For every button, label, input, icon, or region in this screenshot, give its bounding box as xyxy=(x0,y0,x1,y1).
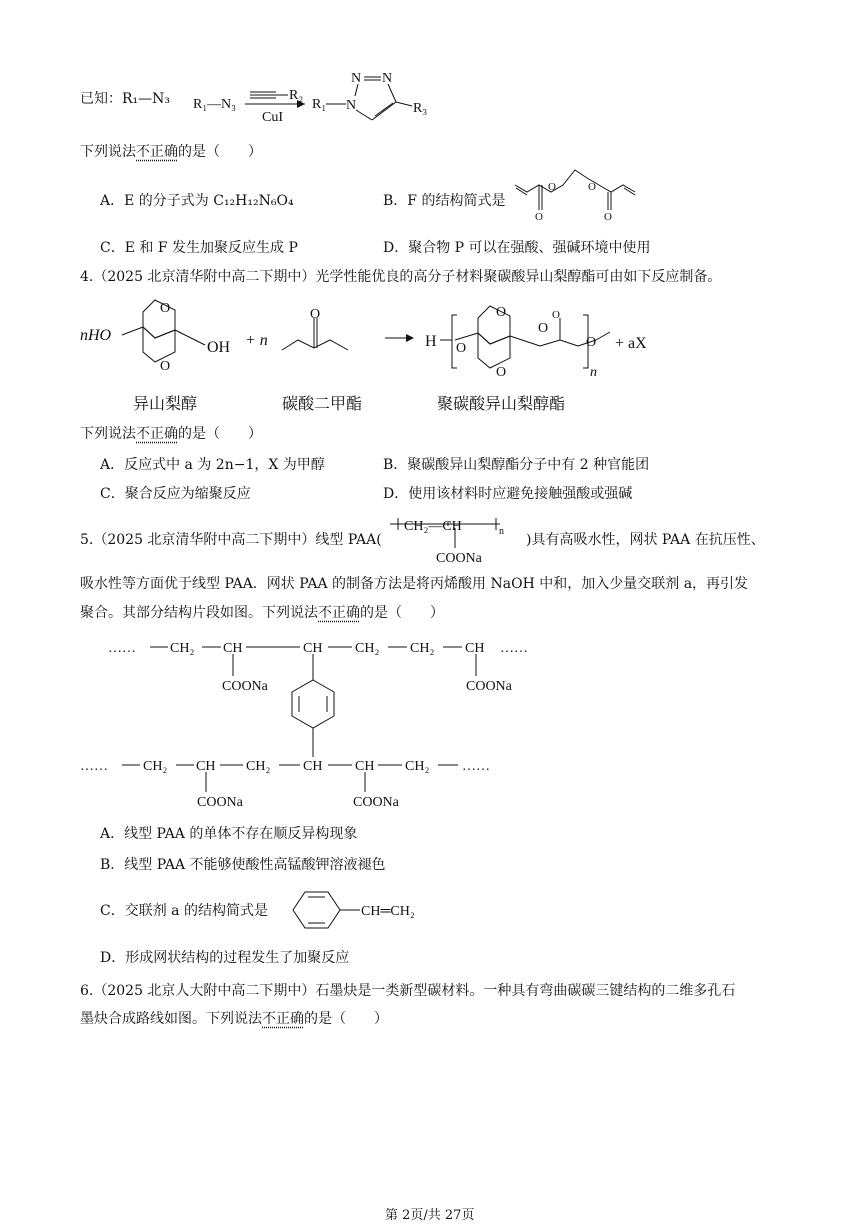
q5-stem-b: )具有高吸水性，网状 PAA 在抗压性、 xyxy=(526,532,765,548)
f-o1: O xyxy=(535,211,543,223)
q4-dmc-o: O xyxy=(310,307,321,322)
network-paa-structure xyxy=(80,641,528,810)
known-label: 已知：R₁—N₃ xyxy=(80,91,171,107)
q4-poly-o4: O xyxy=(538,321,549,336)
q4-option-a[interactable]: A．反应式中 a 为 2n−1，X 为甲醇 xyxy=(100,457,325,473)
bottom-ch2-2: CH₂ xyxy=(246,759,271,774)
q4-poly-o6: O xyxy=(586,335,597,350)
top-ch2-3: CH₂ xyxy=(410,641,435,656)
paa-bottom: COONa xyxy=(436,551,482,566)
bottom-dots-left: …… xyxy=(80,759,108,774)
known-catalyst: CuI xyxy=(262,110,283,125)
known-r3: R₃ xyxy=(413,101,428,116)
q4-name-isosorbide: 异山梨醇 xyxy=(133,394,198,413)
f-o3: O xyxy=(548,181,556,193)
bottom-ch2-1: CH₂ xyxy=(143,759,168,774)
q4-name-dmc: 碳酸二甲酯 xyxy=(282,394,363,413)
bottom-ch-2: CH xyxy=(303,759,323,774)
known-reaction-scheme xyxy=(193,71,427,125)
q3-option-a[interactable]: A．E 的分子式为 C₁₂H₁₂N₆O₄ xyxy=(100,193,294,209)
benzene-ring-drawing xyxy=(293,892,360,928)
q4-reaction-scheme xyxy=(80,300,647,380)
top-ch-3: CH xyxy=(465,641,485,656)
top-coona-2: COONa xyxy=(466,679,512,694)
q3-option-c[interactable]: C．E 和 F 发生加聚反应生成 P xyxy=(100,240,298,256)
q5-stem-a: 5.（2025 北京清华附中高二下期中）线型 PAA( xyxy=(80,532,382,548)
f-structure-drawing xyxy=(515,170,635,210)
top-ch-1: CH xyxy=(223,641,243,656)
top-dots-right: …… xyxy=(500,641,528,656)
q4-stem2-emphasis: 不正确 xyxy=(136,426,178,442)
q5-option-c[interactable]: C．交联剂 a 的结构简式是 xyxy=(100,903,268,919)
q4-option-b[interactable]: B．聚碳酸异山梨醇酯分子中有 2 种官能团 xyxy=(383,457,650,473)
q4-ring-o2: O xyxy=(160,359,171,374)
q3-option-d[interactable]: D．聚合物 P 可以在强酸、强碱环境中使用 xyxy=(383,240,651,256)
page-footer: 第 2页/共 27页 xyxy=(385,1208,475,1223)
q5-line3: 聚合。其部分结构片段如图。下列说法不正确的是（ ） xyxy=(80,605,444,621)
top-ch-2: CH xyxy=(303,641,323,656)
q4-h: H xyxy=(425,333,437,350)
q5-option-d[interactable]: D．形成网状结构的过程发生了加聚反应 xyxy=(100,950,350,966)
q4-ring-o1: O xyxy=(160,301,171,316)
top-ch2-1: CH₂ xyxy=(170,641,195,656)
q4-nho: nHO xyxy=(80,327,112,344)
q5-option-b[interactable]: B．线型 PAA 不能够使酸性高锰酸钾溶液褪色 xyxy=(100,857,386,873)
known-r2: R₂ xyxy=(289,88,304,103)
q6-line2: 墨炔合成路线如图。下列说法不正确的是（ ） xyxy=(80,1011,388,1027)
known-r1: R₁ xyxy=(193,97,208,112)
q5-line3-emphasis: 不正确 xyxy=(318,605,360,621)
q6-stem: 6.（2025 北京人大附中高二下期中）石墨炔是一类新型碳材料。一种具有弯曲碳碳三键结构的二维多孔石 xyxy=(80,983,736,999)
bottom-ch-1: CH xyxy=(196,759,216,774)
known-r1n3: R₁—N₃ xyxy=(122,91,171,107)
top-coona-1: COONa xyxy=(222,679,268,694)
triazole-n2: N xyxy=(351,71,362,86)
styrene-vinyl: CH═CH₂ xyxy=(361,904,415,919)
top-dots-left: …… xyxy=(108,641,136,656)
bottom-ch2-3: CH₂ xyxy=(405,759,430,774)
f-o4: O xyxy=(588,181,596,193)
q4-poly-o2: O xyxy=(496,305,507,320)
q4-option-d[interactable]: D．使用该材料时应避免接触强酸或强碱 xyxy=(383,486,633,502)
bottom-coona-1: COONa xyxy=(197,795,243,810)
q6-line2-emphasis: 不正确 xyxy=(262,1011,304,1027)
q3-option-b[interactable]: B．F 的结构简式是 xyxy=(383,193,506,209)
bottom-coona-2: COONa xyxy=(353,795,399,810)
q3-stem-emphasis: 不正确 xyxy=(136,144,178,160)
bottom-ch-3: CH xyxy=(355,759,375,774)
f-o2: O xyxy=(604,211,612,223)
bottom-dots-right: …… xyxy=(462,759,490,774)
q5-option-a[interactable]: A．线型 PAA 的单体不存在顺反异构现象 xyxy=(100,826,358,842)
known-n3: —N₃ xyxy=(207,97,236,112)
triazole-n3: N xyxy=(382,71,393,86)
triazole-n1: N xyxy=(346,98,357,113)
q4-stem: 4.（2025 北京清华附中高二下期中）光学性能优良的高分子材料聚碳酸异山梨醇酯可由如下反应制备。 xyxy=(80,269,722,285)
paa-n: n xyxy=(499,526,504,537)
q4-plus-n: + n xyxy=(245,332,268,349)
q4-poly-o5: O xyxy=(552,309,560,321)
known-r1-product: R₁ xyxy=(312,97,327,112)
q4-plus-ax: + aX xyxy=(615,335,647,352)
q4-oh: OH xyxy=(207,339,231,356)
q4-poly-n: n xyxy=(590,365,597,380)
q4-poly-o1: O xyxy=(456,341,467,356)
q5-line2: 吸水性等方面优于线型 PAA．网状 PAA 的制备方法是将丙烯酸用 NaOH 中和，加入少量交联剂 a，再引发 xyxy=(80,576,749,592)
q4-poly-o3: O xyxy=(496,365,507,380)
q4-stem2: 下列说法不正确的是（ ） xyxy=(80,426,262,442)
paa-top: CH₂—CH xyxy=(404,519,462,534)
top-ch2-2: CH₂ xyxy=(355,641,380,656)
q4-option-c[interactable]: C．聚合反应为缩聚反应 xyxy=(100,486,251,502)
q4-name-polymer: 聚碳酸异山梨醇酯 xyxy=(437,394,566,413)
q3-stem: 下列说法不正确的是（ ） xyxy=(80,144,262,160)
